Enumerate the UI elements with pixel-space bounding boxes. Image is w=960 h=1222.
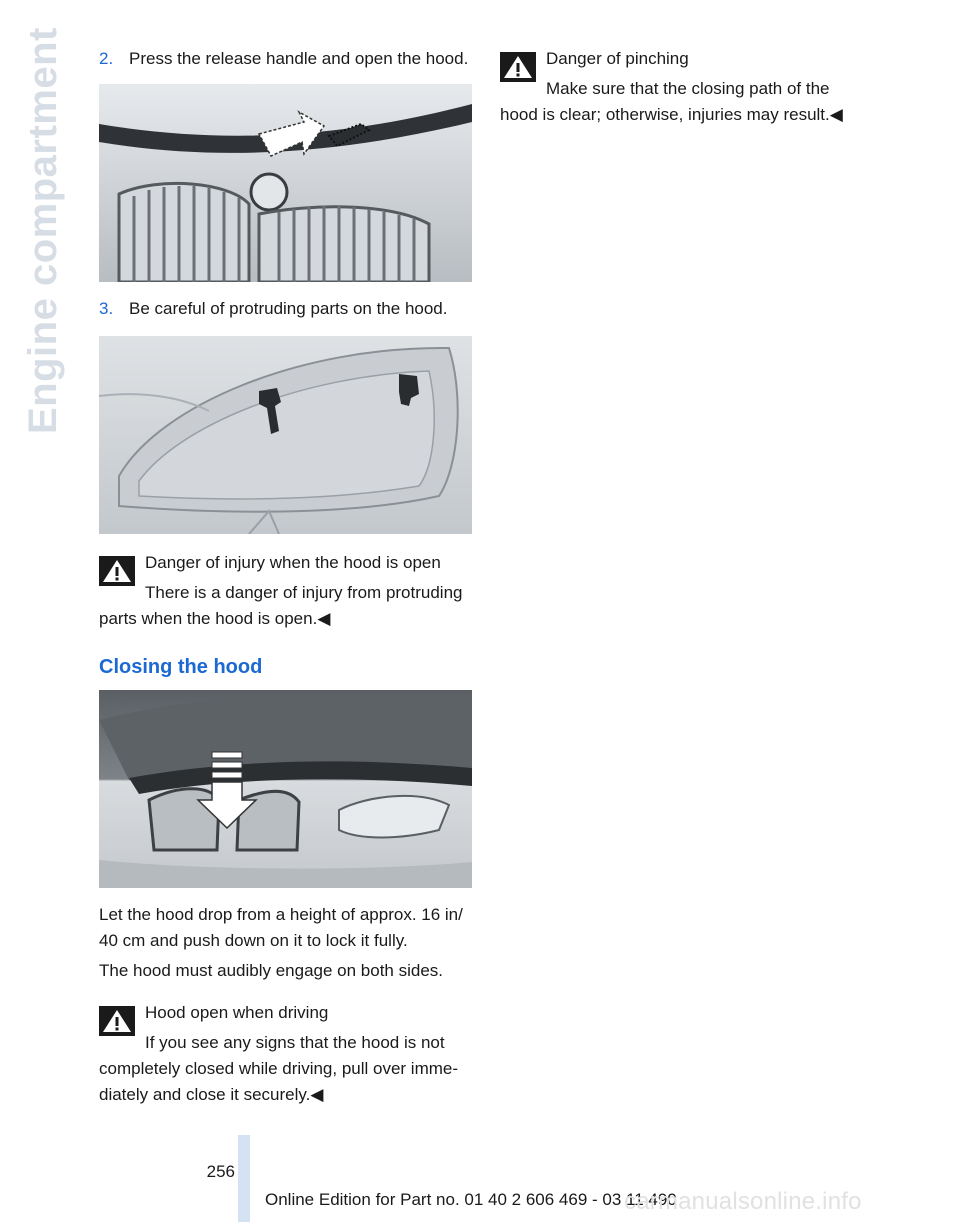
hood-release-photo [99,84,472,282]
warning-triangle-icon [99,556,135,586]
left-column [99,46,472,1108]
step-2 [99,46,472,72]
warning-triangle-icon [99,1006,135,1036]
step-text: Be careful of protruding parts on the hood. [129,299,448,318]
warning-injury [99,550,472,632]
section-heading: Closing the hood [99,656,263,678]
step-3 [99,296,472,322]
warning-heading: Danger of injury when the hood is open [145,553,441,572]
hood-underside-photo [99,336,472,534]
footer-accent-bar [238,1135,250,1222]
warning-triangle-icon [500,52,536,82]
warning-heading: Hood open when driving [145,1003,329,1022]
step-number: 3. [99,299,114,318]
closing-hood-photo [99,690,472,888]
section-side-title: Engine compartment [21,27,65,434]
page-number: 256 [206,1162,235,1181]
warning-body: Make sure that the closing path of the hood is clear; otherwise, injuries may result.◀ [500,79,843,124]
footer-edition-text: Online Edition for Part no. 01 40 2 606 469 - 03 11 490 [265,1190,677,1209]
warning-heading: Danger of pinching [546,49,689,68]
warning-pinching [500,46,872,128]
step-number: 2. [99,49,114,68]
warning-hood-open-driving [99,1000,472,1108]
closing-engage-note: The hood must audibly engage on both sides. [99,961,444,980]
watermark: carmanualsonline.info [624,1188,862,1215]
step-text: Press the release handle and open the hood. [129,49,469,68]
warning-body: There is a danger of injury from protruding parts when the hood is open.◀ [99,583,463,628]
warning-body: If you see any signs that the hood is not completely closed while driving, pull over imme-diately and close it securely.◀ [99,1033,459,1104]
right-column [500,46,872,128]
closing-instructions: Let the hood drop from a height of approx. 16 in/ 40 cm and push down on it to lock it fully. [99,905,463,950]
